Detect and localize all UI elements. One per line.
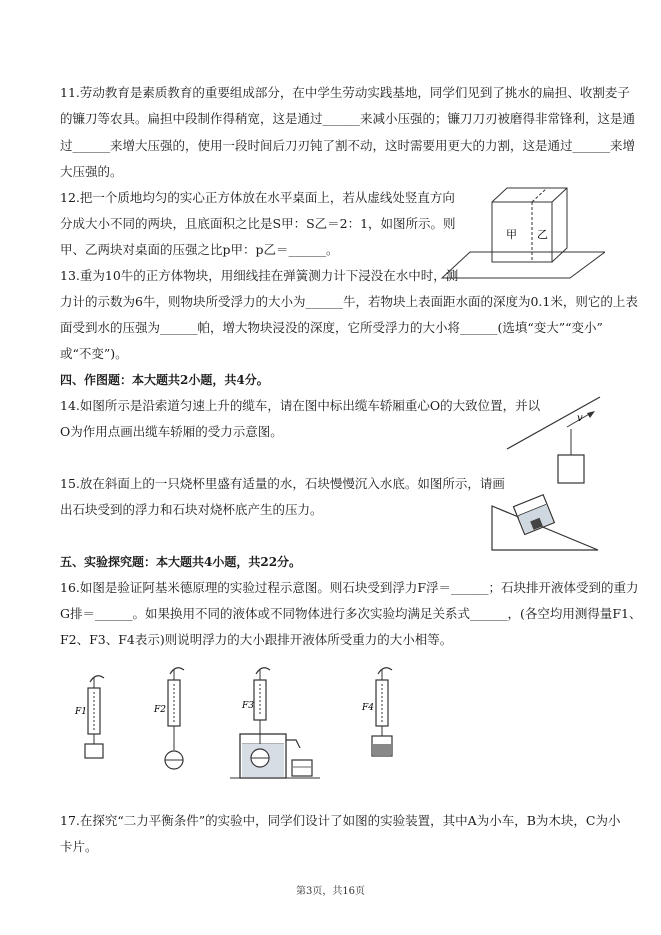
q11-line-4: 大压强的。 (60, 164, 123, 179)
spring-scale-1 (74, 676, 104, 758)
q11-line-2: 的镰刀等农具。扁担中段制作得稍宽，这是通过______来减小压强的；镰刀刀刃被磨得非常锋利，这是通 (60, 111, 636, 126)
q11-line-1: 11.劳动教育是素质教育的重要组成部分，在中学生劳动实践基地，同学们见到了挑水的扁担、收割麦子 (60, 85, 630, 100)
q12-line-3: 甲、乙两块对桌面的压强之比p甲：p乙＝______。 (60, 242, 339, 257)
q14-velocity-label: v (577, 413, 583, 424)
q14-line-1: 14.如图所示是沿索道匀速上升的缆车，请在图中标出缆车轿厢重心O的大致位置，并以 (60, 398, 541, 413)
q14-cable-car-figure (505, 395, 605, 490)
q16-line-2: G排＝______。如果换用不同的液体或不同物体进行多次实验均满足关系式______，(各空均用测得量F1、 (60, 606, 642, 621)
q17-line-2: 卡片。 (60, 839, 98, 854)
q12-label-jia: 甲 (506, 228, 517, 241)
page-footer: 第3页，共16页 (295, 886, 366, 897)
q16-archimedes-figure (70, 664, 430, 784)
q12-line-1: 12.把一个质地均匀的实心正方体放在水平桌面上，若从虚线处竖直方向 (60, 190, 455, 205)
q15-incline-beaker-figure (488, 480, 603, 555)
q12-line-2: 分成大小不同的两块，且底面积之比是S甲：S乙＝2：1，如图所示。则 (60, 216, 456, 231)
f3-label: F3 (242, 701, 254, 711)
q12-cube-figure (440, 180, 605, 280)
f2-label: F2 (154, 705, 166, 715)
section-4-heading: 四、作图题：本大题共2小题，共4分。 (60, 373, 269, 387)
q13-line-2: 力计的示数为6牛，则物块所受浮力的大小为______牛，若物块上表面距水面的深度为0.1米，则它的上表 (60, 294, 638, 309)
q13-line-4: 或“不变”)。 (60, 346, 128, 361)
q15-line-1: 15.放在斜面上的一只烧杯里盛有适量的水，石块慢慢沉入水底。如图所示，请画 (60, 476, 505, 491)
q11-line-3: 过______来增大压强的，使用一段时间后刀刃钝了割不动，这时需要用更大的力割，这是通过______来增 (60, 138, 636, 153)
spring-scale-4 (361, 668, 392, 756)
q12-label-yi: 乙 (537, 228, 548, 241)
q15-line-2: 出石块受到的浮力和石块对烧杯底产生的压力。 (60, 502, 323, 517)
q17-line-1: 17.在探究“二力平衡条件”的实验中，同学们设计了如图的实验装置，其中A为小车，B为木块，C为小 (60, 813, 621, 828)
q13-line-1: 13.重为10牛的正方体物块，用细线挂在弹簧测力计下浸没在水中时，测 (60, 268, 459, 283)
q14-line-2: O为作用点画出缆车轿厢的受力示意图。 (60, 424, 283, 439)
q16-line-3: F2、F3、F4表示)则说明浮力的大小跟排开液体所受重力的大小相等。 (60, 632, 453, 647)
section-5-heading: 五、实验探究题：本大题共4小题，共22分。 (60, 555, 302, 569)
spring-scale-3 (230, 668, 320, 778)
spring-scale-2 (153, 668, 184, 769)
q16-line-1: 16.如图是验证阿基米德原理的实验过程示意图。则石块受到浮力F浮＝______；石块排开液体受到的重力 (60, 580, 639, 595)
f4-label: F4 (362, 703, 374, 713)
q13-line-3: 面受到水的压强为______帕，增大物块浸没的深度，它所受浮力的大小将______(选填“变大”“变小” (60, 320, 603, 335)
f1-label: F1 (75, 707, 87, 717)
